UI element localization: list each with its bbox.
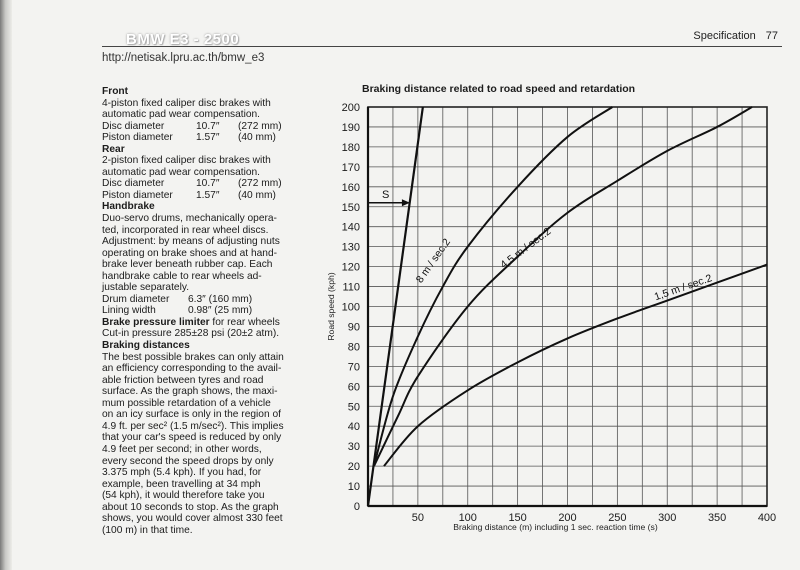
- spec-metric: (40 mm): [238, 189, 276, 201]
- braking-line: every second the speed drops by only: [102, 455, 274, 467]
- spec-value: 1.57″: [196, 189, 220, 201]
- x-tick-label: 50: [411, 512, 424, 524]
- spec-label: Piston diameter: [102, 132, 173, 144]
- watermark: BMW E3 - 2500: [126, 31, 240, 48]
- spec-label: Disc diameter: [102, 178, 165, 190]
- x-tick-label: 100: [458, 512, 477, 524]
- front-line: 4-piston fixed caliper disc brakes with: [102, 97, 271, 109]
- spec-label: Drum diameter: [102, 293, 170, 305]
- y-tick-label: 10: [347, 481, 360, 494]
- series-label: 4,5 m / sec.2: [498, 225, 554, 272]
- chart-grid: [368, 107, 767, 506]
- page-number: 77: [765, 30, 778, 42]
- chart-title: Braking distance related to road speed and retardation: [362, 83, 636, 95]
- handbrake-line: ted, incorporated in rear wheel discs.: [102, 224, 269, 236]
- y-tick-label: 90: [347, 321, 360, 334]
- front-line: automatic pad wear compensation.: [102, 109, 260, 121]
- cutin-pressure: Cut-in pressure 285±28 psi (20±2 atm).: [102, 328, 280, 340]
- braking-line: (54 kph), it would therefore take you: [102, 490, 265, 502]
- x-tick-label: 300: [658, 512, 677, 524]
- braking-line: surface. As the graph shows, the maxi-: [102, 386, 278, 398]
- y-tick-label: 150: [341, 201, 360, 214]
- pressure-limiter-text: for rear wheels: [209, 316, 280, 328]
- y-tick-label: 20: [347, 461, 360, 474]
- braking-line: about 10 seconds to stop. As the graph: [102, 501, 279, 513]
- y-tick-label: 80: [347, 341, 360, 354]
- y-tick-label: 200: [341, 102, 360, 114]
- spec-value: 6.3″ (160 mm): [188, 293, 253, 305]
- y-tick-label: 160: [341, 181, 360, 194]
- spec-value: 0.98″ (25 mm): [188, 305, 253, 317]
- x-tick-label: 400: [757, 512, 777, 524]
- y-tick-label: 100: [341, 301, 360, 314]
- spec-label: Lining width: [102, 305, 156, 317]
- series-label: 1,5 m / sec.2: [652, 272, 714, 304]
- handbrake-line: justable separately.: [102, 282, 190, 294]
- spec-label: Disc diameter: [102, 120, 165, 132]
- s-marker-label: S: [381, 188, 390, 201]
- spec-metric: (40 mm): [238, 132, 276, 144]
- y-tick-label: 120: [341, 261, 360, 274]
- series-curve: [384, 265, 767, 466]
- spec-label: Piston diameter: [102, 189, 173, 201]
- y-axis-label: Road speed (kph): [326, 272, 336, 341]
- rear-line: automatic pad wear compensation.: [102, 166, 260, 178]
- front-heading: Front: [102, 86, 129, 97]
- braking-line: 3.375 mph (5.4 kph). If you had, for: [102, 467, 262, 479]
- y-tick-label: 50: [347, 401, 360, 414]
- braking-line: 4.9 feet per second; in other words,: [102, 443, 262, 455]
- y-tick-label: 70: [347, 361, 360, 374]
- spec-value: 10.7″: [196, 120, 220, 132]
- spec-value: 10.7″: [196, 178, 220, 190]
- section-title: Specification: [693, 30, 756, 42]
- spec-metric: (272 mm): [238, 120, 282, 132]
- braking-line: an efficiency corresponding to the avail-: [102, 363, 282, 375]
- handbrake-heading: Handbrake: [102, 201, 155, 213]
- y-tick-label: 170: [341, 161, 360, 174]
- braking-line: on an icy surface is only in the region of: [102, 409, 281, 421]
- handbrake-line: Adjustment: by means of adjusting nuts: [102, 236, 280, 248]
- x-tick-label: 150: [508, 512, 527, 524]
- rear-line: 2-piston fixed caliper disc brakes with: [102, 155, 271, 167]
- braking-heading: Braking distances: [102, 340, 190, 352]
- y-tick-label: 0: [353, 501, 360, 513]
- x-axis-label: Braking distance (m) including 1 sec. reaction time (s): [453, 522, 658, 532]
- y-tick-label: 190: [341, 121, 360, 134]
- x-tick-label: 200: [558, 512, 577, 524]
- braking-line: (100 m) in that time.: [102, 524, 193, 536]
- pressure-limiter-heading: Brake pressure limiter: [102, 316, 210, 328]
- rear-heading: Rear: [102, 143, 125, 155]
- braking-line: The best possible brakes can only attain: [102, 351, 284, 363]
- braking-line: that your car's speed is reduced by only: [102, 432, 282, 444]
- handbrake-line: brake lever beneath rubber cap. Each: [102, 259, 273, 271]
- y-tick-label: 180: [341, 141, 360, 154]
- x-tick-label: 250: [608, 512, 627, 524]
- braking-line: able friction between tyres and road: [102, 374, 264, 386]
- y-tick-label: 30: [347, 441, 360, 454]
- braking-line: 4.9 ft. per sec² (1.5 m/sec²). This implies: [102, 420, 284, 432]
- series-label: 8 m / sec.2: [413, 236, 454, 286]
- y-tick-label: 130: [341, 241, 360, 254]
- source-url: http://netisak.lpru.ac.th/bmw_e3: [102, 52, 265, 64]
- y-tick-label: 40: [347, 421, 360, 434]
- y-tick-label: 140: [341, 221, 360, 234]
- braking-line: shows, you would cover almost 330 feet: [102, 513, 283, 525]
- spec-value: 1.57″: [196, 132, 220, 144]
- x-tick-label: 350: [707, 512, 727, 524]
- spec-metric: (272 mm): [238, 178, 282, 190]
- braking-line: mum possible retardation of a vehicle: [102, 397, 271, 409]
- braking-line: example, been travelling at 34 mph: [102, 478, 261, 490]
- handbrake-line: operating on brake shoes and at hand-: [102, 247, 278, 259]
- y-tick-label: 60: [347, 381, 360, 394]
- handbrake-line: Duo-servo drums, mechanically opera-: [102, 213, 277, 225]
- y-tick-label: 110: [342, 281, 360, 294]
- handbrake-line: handbrake cable to rear wheels ad-: [102, 270, 262, 282]
